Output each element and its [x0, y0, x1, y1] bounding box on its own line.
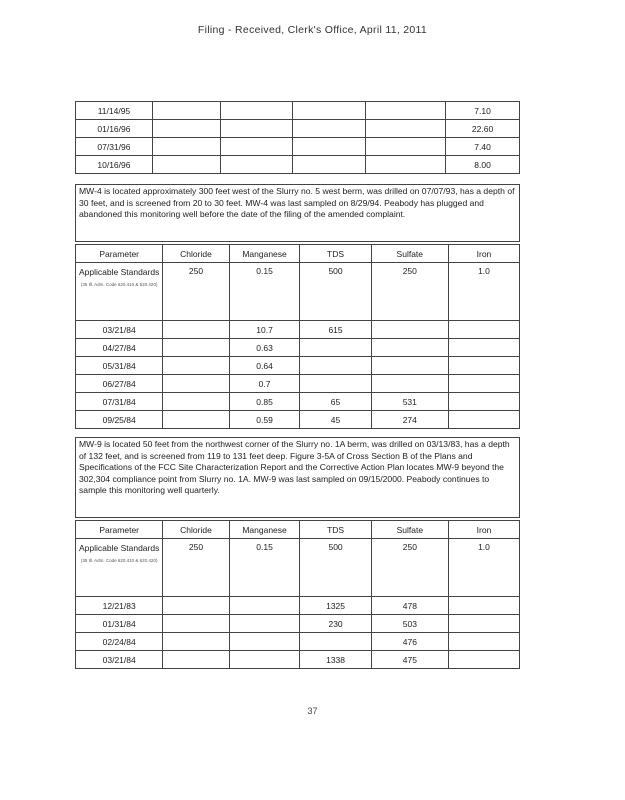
- std-tds: 500: [300, 539, 371, 597]
- column-header: Iron: [448, 521, 519, 539]
- sulfate-cell: [371, 375, 448, 393]
- table-row: [76, 597, 520, 615]
- mw4-continued-table: [75, 101, 520, 174]
- mw9-description: MW-9 is located 50 feet from the northwest corner of the Slurry no. 1A berm, was drilled on 03/13/83, has a depth of 132 feet, and is screened from 119 to 131 feet deep. Figure 3-5A of Cross Section B of the Plans and Specifications of the FCC Site Characterization Report and the Corrective Action Plan locates MW-9 beyond the 302,304 compliance point from Slurry no. 1A. MW-9 was last sampled on 09/15/2000. Peabody continues to sample this monitoring well quarterly.: [75, 437, 520, 518]
- column-header: Chloride: [163, 521, 229, 539]
- standards-row: [76, 263, 520, 321]
- manganese-cell: 0.7: [229, 375, 300, 393]
- table-row: [76, 375, 520, 393]
- date-cell: 07/31/96: [76, 138, 153, 156]
- sulfate-cell: 503: [371, 615, 448, 633]
- sulfate-cell: [371, 321, 448, 339]
- date-cell: 11/14/95: [76, 102, 153, 120]
- date-cell: 09/25/84: [76, 411, 163, 429]
- std-chloride: 250: [163, 539, 229, 597]
- table-row: [76, 411, 520, 429]
- sulfate-cell: 476: [371, 633, 448, 651]
- manganese-cell: 0.85: [229, 393, 300, 411]
- sulfate-cell: 531: [371, 393, 448, 411]
- table-row: [76, 120, 520, 138]
- value-cell: 22.60: [446, 120, 520, 138]
- manganese-cell: 10.7: [229, 321, 300, 339]
- column-header: TDS: [300, 521, 371, 539]
- column-header: Iron: [448, 245, 519, 263]
- sulfate-cell: [371, 339, 448, 357]
- table-row: [76, 321, 520, 339]
- table-row: [76, 357, 520, 375]
- std-manganese: 0.15: [229, 263, 300, 321]
- table-header-row: [76, 245, 520, 263]
- table-row: [76, 102, 520, 120]
- mw9-parameter-table: [75, 520, 520, 669]
- date-cell: 03/21/84: [76, 321, 163, 339]
- tds-cell: 230: [300, 615, 371, 633]
- manganese-cell: 0.59: [229, 411, 300, 429]
- std-manganese: 0.15: [229, 539, 300, 597]
- tds-cell: 45: [300, 411, 371, 429]
- std-sulfate: 250: [371, 539, 448, 597]
- table-row: [76, 138, 520, 156]
- tds-cell: [300, 633, 371, 651]
- column-header: TDS: [300, 245, 371, 263]
- std-chloride: 250: [163, 263, 229, 321]
- std-sulfate: 250: [371, 263, 448, 321]
- table-row: [76, 339, 520, 357]
- manganese-cell: 0.64: [229, 357, 300, 375]
- table-row: [76, 615, 520, 633]
- tds-cell: [300, 357, 371, 375]
- column-header: Parameter: [76, 521, 163, 539]
- column-header: Manganese: [229, 521, 300, 539]
- tds-cell: 615: [300, 321, 371, 339]
- value-cell: 7.10: [446, 102, 520, 120]
- manganese-cell: 0.63: [229, 339, 300, 357]
- column-header: Sulfate: [371, 245, 448, 263]
- date-cell: 07/31/84: [76, 393, 163, 411]
- date-cell: 01/16/96: [76, 120, 153, 138]
- std-iron: 1.0: [448, 263, 519, 321]
- mw4-parameter-table: [75, 244, 520, 429]
- tds-cell: [300, 339, 371, 357]
- standards-label-cell: Applicable Standards (35 Ill. Adm. Code 620.410 & 620.420): [76, 263, 163, 321]
- standards-row: [76, 539, 520, 597]
- sulfate-cell: 478: [371, 597, 448, 615]
- value-cell: 7.40: [446, 138, 520, 156]
- column-header: Parameter: [76, 245, 163, 263]
- sulfate-cell: [371, 357, 448, 375]
- sulfate-cell: 274: [371, 411, 448, 429]
- tds-cell: 1338: [300, 651, 371, 669]
- page-number: 37: [307, 706, 318, 716]
- date-cell: 02/24/84: [76, 633, 163, 651]
- filing-header: Filing - Received, Clerk's Office, April 11, 2011: [197, 24, 428, 36]
- table-header-row: [76, 521, 520, 539]
- std-tds: 500: [300, 263, 371, 321]
- standards-label-cell: Applicable Standards (35 Ill. Adm. Code 620.410 & 620.420): [76, 539, 163, 597]
- std-iron: 1.0: [448, 539, 519, 597]
- mw4-description: MW-4 is located approximately 300 feet west of the Slurry no. 5 west berm, was drilled on 07/07/93, has a depth of 30 feet, and is screened from 20 to 30 feet. MW-4 was last sampled on 8/29/94. Peabody has plugged and abandoned this monitoring well before the date of the filing of the amended complaint.: [75, 184, 520, 242]
- column-header: Sulfate: [371, 521, 448, 539]
- tds-cell: [300, 375, 371, 393]
- column-header: Manganese: [229, 245, 300, 263]
- column-header: Chloride: [163, 245, 229, 263]
- table-row: [76, 633, 520, 651]
- date-cell: 05/31/84: [76, 357, 163, 375]
- value-cell: 8.00: [446, 156, 520, 174]
- date-cell: 06/27/84: [76, 375, 163, 393]
- date-cell: 01/31/84: [76, 615, 163, 633]
- date-cell: 03/21/84: [76, 651, 163, 669]
- date-cell: 04/27/84: [76, 339, 163, 357]
- table-row: [76, 651, 520, 669]
- tds-cell: 1325: [300, 597, 371, 615]
- table-row: [76, 393, 520, 411]
- sulfate-cell: 475: [371, 651, 448, 669]
- date-cell: 12/21/83: [76, 597, 163, 615]
- table-row: [76, 156, 520, 174]
- date-cell: 10/16/96: [76, 156, 153, 174]
- tds-cell: 65: [300, 393, 371, 411]
